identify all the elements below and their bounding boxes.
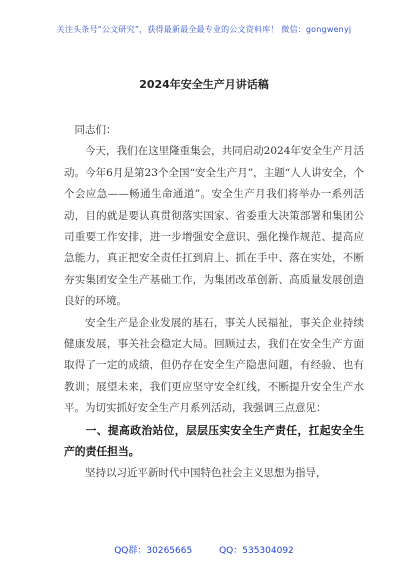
section-heading-1: 一、提高政治站位，层层压实安全生产责任，扛起安全生产的责任担当。 [64,423,364,459]
document-title: 2024年安全生产月讲话稿 [139,78,269,91]
qq-number-text: QQ：535304092 [219,546,294,556]
qq-group-text: QQ群：30265665 [114,546,193,556]
paragraph-3: 坚持以习近平新时代中国特色社会主义思想为指导， [85,466,327,479]
contact-footer [0,543,408,556]
paragraph-2: 安全生产是企业发展的基石，事关人民福祉，事关企业持续健康发展，事关社会稳定大局。回顾过去，我们在安全生产方面取得了一定的成绩，但仍存在安全生产隐患问题，有经验、也有教训；展望未来，我们更应坚守安全红线，不断提升安全生产水平。为切实抓好安全生产月系列活动，我强调三点意见： [64,316,364,415]
document-body [64,120,364,484]
greeting: 同志们： [74,124,117,136]
paragraph-1: 今天，我们在这里隆重集会，共同启动2024年安全生产月活动。今年6月是第23个全国“安全生产月”，主题“人人讲安全，个个会应急——畅通生命通道”。安全生产月我们将举办一系列活动，目的就是要认真贯彻落实国家、省委重大决策部署和集团公司重要工作安排，进一步增强安全意识、强化操作规范、提高应急能力，真正把安全责任扛到肩上、抓在手中、落在实处，不断夯实集团安全生产基础工作，为集团改革创新、高质量发展创造良好的环境。 [64,145,364,308]
promo-header: 关注头条号“公文研究”，获得最新最全最专业的公文资料库！ 微信：gongwenyj [56,25,352,34]
